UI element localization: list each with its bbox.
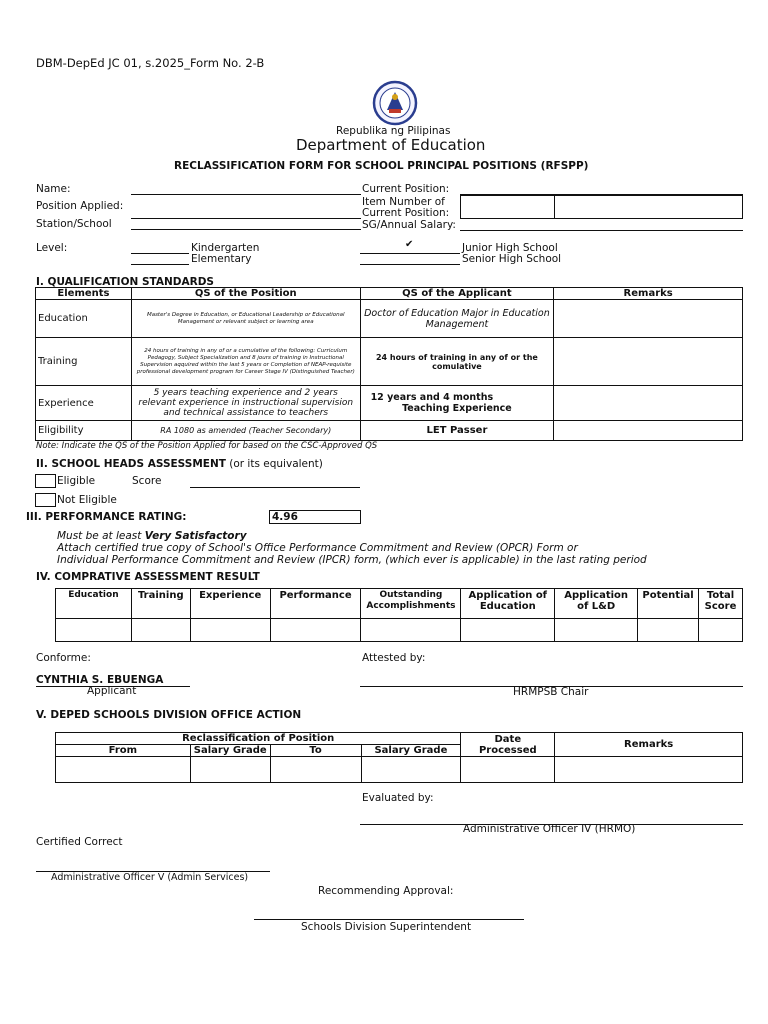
- kindergarten-label: Kindergarten: [191, 242, 260, 254]
- cmp-cell-potential[interactable]: [638, 619, 699, 642]
- qs-position-value: 5 years teaching experience and 2 years relevant experience in instructional supervision and technical assistance to teachers: [131, 386, 360, 421]
- form-title: RECLASSIFICATION FORM FOR SCHOOL PRINCIPAL POSITIONS (RFSPP): [174, 160, 589, 172]
- recommending-label: Recommending Approval:: [318, 885, 454, 897]
- level-label: Level:: [36, 242, 68, 254]
- qs-remarks-cell[interactable]: [554, 300, 743, 338]
- cmp-header-app-ld-2: of L&D: [577, 601, 616, 612]
- must-bold: Very Satisfactory: [144, 530, 247, 542]
- table-row: [56, 619, 743, 642]
- salary-grade-cell-2[interactable]: [361, 757, 461, 783]
- qualification-table: [35, 287, 743, 441]
- senior-high-label: Senior High School: [462, 253, 562, 265]
- comparative-table: [55, 588, 743, 642]
- remarks-cell[interactable]: [555, 757, 743, 783]
- sg-label: SG/Annual Salary:: [362, 219, 456, 231]
- evaluated-label: Evaluated by:: [362, 792, 434, 804]
- score-field[interactable]: [190, 487, 360, 488]
- current-position-label: Current Position:: [362, 183, 450, 195]
- station-field[interactable]: [131, 229, 361, 230]
- qs-element: Training: [36, 338, 132, 386]
- qs-applicant-value: 12 years and 4 months: [370, 392, 494, 403]
- cmp-header-outstanding: Outstanding: [379, 590, 443, 600]
- cmp-cell-total[interactable]: [699, 619, 743, 642]
- section1-title: I. QUALIFICATION STANDARDS: [36, 276, 214, 288]
- senior-high-blank[interactable]: [360, 264, 460, 265]
- cmp-cell-education[interactable]: [56, 619, 132, 642]
- conforme-label: Conforme:: [36, 652, 91, 664]
- qs-remarks-cell[interactable]: [554, 421, 743, 441]
- item-number-label-2: Current Position:: [362, 207, 450, 219]
- table-row: [36, 300, 743, 338]
- eligible-label: Eligible: [57, 475, 96, 487]
- attested-label: Attested by:: [362, 652, 426, 664]
- sds-signature-line: [254, 919, 524, 920]
- sds-label: Schools Division Superintendent: [301, 921, 472, 933]
- performance-rating-field[interactable]: 4.96: [269, 510, 361, 524]
- section2-title: II. SCHOOL HEADS ASSESSMENT: [36, 458, 226, 470]
- not-eligible-label: Not Eligible: [57, 494, 117, 506]
- cmp-header-education: Education: [56, 589, 132, 619]
- cmp-header-app-ld-1: Application: [564, 590, 629, 601]
- cmp-header-experience: Experience: [190, 589, 270, 619]
- qs-element: Eligibility: [36, 421, 132, 441]
- elementary-blank[interactable]: [131, 264, 189, 265]
- division-action-table: [55, 732, 743, 783]
- item-number-box-2[interactable]: [554, 195, 743, 219]
- cmp-cell-app-education[interactable]: [461, 619, 555, 642]
- qs-note: Note: Indicate the QS of the Position Applied for based on the CSC-Approved QS: [36, 441, 378, 451]
- table-row: [36, 421, 743, 441]
- to-header: To: [270, 745, 361, 757]
- item-number-box-1[interactable]: [460, 195, 555, 219]
- section3-title: III. PERFORMANCE RATING:: [26, 511, 187, 523]
- position-applied-label: Position Applied:: [36, 200, 124, 212]
- from-cell[interactable]: [56, 757, 191, 783]
- table-row: [56, 757, 743, 783]
- applicant-role: Applicant: [87, 685, 137, 697]
- item-number-label-1: Item Number of: [362, 196, 445, 208]
- station-label: Station/School: [36, 218, 112, 230]
- cmp-cell-training[interactable]: [131, 619, 190, 642]
- department-title: Department of Education: [296, 136, 486, 154]
- cmp-header-performance: Performance: [270, 589, 361, 619]
- reclass-header: Reclassification of Position: [56, 733, 461, 745]
- score-label: Score: [132, 475, 162, 487]
- form-code: DBM-DepEd JC 01, s.2025_Form No. 2-B: [36, 56, 265, 70]
- position-applied-field[interactable]: [131, 218, 361, 219]
- date-header-1: Date: [494, 733, 522, 745]
- kindergarten-blank[interactable]: [131, 253, 189, 254]
- cmp-header-accomplishments: Accomplishments: [366, 601, 456, 611]
- salary-grade-header-2: Salary Grade: [361, 745, 461, 757]
- not-eligible-checkbox[interactable]: [35, 493, 56, 507]
- cmp-cell-outstanding[interactable]: [361, 619, 461, 642]
- qs-header-position: QS of the Position: [131, 288, 360, 300]
- cmp-header-total-2: Score: [704, 601, 737, 612]
- junior-high-blank[interactable]: [360, 253, 460, 254]
- cmp-cell-app-ld[interactable]: [555, 619, 638, 642]
- name-label: Name:: [36, 183, 71, 195]
- cmp-cell-experience[interactable]: [190, 619, 270, 642]
- attach-line-1: Attach certified true copy of School's Office Performance Commitment and Review (OPCR) Form or: [57, 542, 578, 554]
- qs-applicant-value: 24 hours of training in any of or the comulative: [360, 338, 554, 386]
- certified-label: Certified Correct: [36, 836, 123, 848]
- elementary-label: Elementary: [191, 253, 252, 265]
- sg-field[interactable]: [460, 230, 743, 231]
- date-header-2: Processed: [478, 744, 537, 756]
- from-header: From: [56, 745, 191, 757]
- qs-applicant-value: Doctor of Education Major in Education Management: [360, 300, 554, 338]
- qs-element: Experience: [36, 386, 132, 421]
- section2-title-suffix: (or its equivalent): [225, 458, 323, 470]
- qs-element: Education: [36, 300, 132, 338]
- hrmpsb-label: HRMPSB Chair: [513, 686, 589, 698]
- table-row: [36, 386, 743, 421]
- salary-grade-header: Salary Grade: [190, 745, 270, 757]
- cmp-header-training: Training: [131, 589, 190, 619]
- date-processed-cell[interactable]: [461, 757, 555, 783]
- qs-position-value: Master's Degree in Education, or Educational Leadership or Educational Management or relevant subject or learning area: [131, 300, 360, 338]
- cmp-header-total-1: Total: [706, 590, 735, 601]
- qs-applicant-value: Teaching Experience: [402, 403, 512, 414]
- check-mark-icon: ✔: [405, 239, 414, 250]
- cmp-header-app-education-2: Education: [479, 601, 536, 612]
- remarks-header: Remarks: [555, 733, 743, 757]
- republic-text: Republika ng Pilipinas: [336, 125, 451, 137]
- qs-header-remarks: Remarks: [554, 288, 743, 300]
- section5-title: V. DEPED SCHOOLS DIVISION OFFICE ACTION: [36, 709, 302, 721]
- qs-remarks-cell[interactable]: [554, 338, 743, 386]
- cmp-header-app-education-1: Application of: [468, 590, 548, 601]
- deped-seal-icon: [369, 80, 421, 126]
- to-cell[interactable]: [270, 757, 361, 783]
- section4-title: IV. COMPRATIVE ASSESSMENT RESULT: [36, 571, 260, 583]
- cmp-cell-performance[interactable]: [270, 619, 361, 642]
- qs-remarks-cell[interactable]: [554, 386, 743, 421]
- qs-header-applicant: QS of the Applicant: [360, 288, 554, 300]
- admin-v-label: Administrative Officer V (Admin Services): [51, 872, 249, 883]
- admin-iv-label: Administrative Officer IV (HRMO): [463, 823, 636, 835]
- name-field[interactable]: [131, 194, 361, 195]
- qs-header-elements: Elements: [36, 288, 132, 300]
- junior-high-label: Junior High School: [462, 242, 558, 254]
- must-prefix: Must be at least: [57, 530, 145, 542]
- cmp-header-potential: Potential: [638, 589, 699, 619]
- salary-grade-cell[interactable]: [190, 757, 270, 783]
- attach-line-2: Individual Performance Commitment and Review (IPCR) form, (which ever is applicable) in the last rating period: [57, 554, 647, 566]
- table-row: [36, 338, 743, 386]
- qs-position-value: 24 hours of training in any of or a cumulative of the following: Curriculum Pedagogy, Subject Specialization and 8 jours of training in Instructional Supervision aqquired within the last 5 years or Completion of NEAP-requisite professional development program for Career Stage IV (Distinguished Teacher): [131, 338, 360, 386]
- eligible-checkbox[interactable]: [35, 474, 56, 488]
- qs-position-value: RA 1080 as amended (Teacher Secondary): [131, 421, 360, 441]
- applicant-name: CYNTHIA S. EBUENGA: [36, 674, 164, 686]
- qs-applicant-value: LET Passer: [360, 421, 554, 441]
